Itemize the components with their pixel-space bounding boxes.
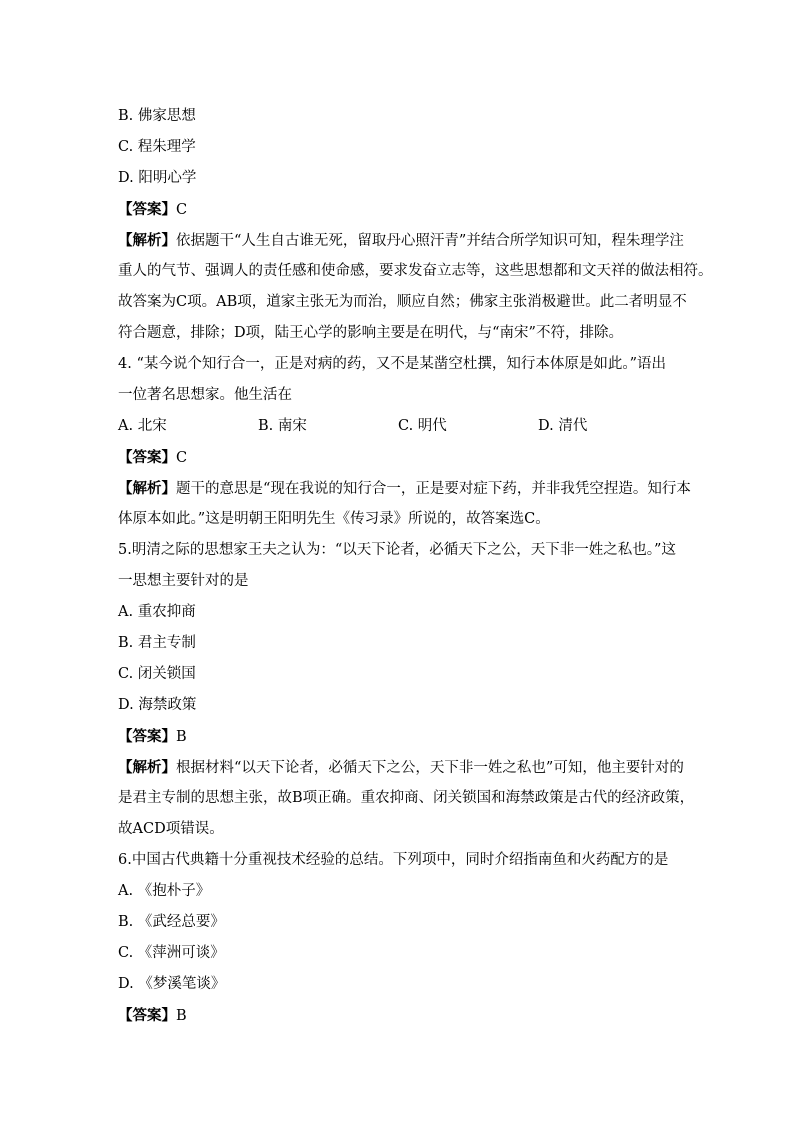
answer-value: B bbox=[176, 729, 187, 745]
q5-option-d: D. 海禁政策 bbox=[118, 697, 197, 713]
analysis-line: 故答案为C项。AB项，道家主张无为而治，顺应自然；佛家主张消极避世。此二者明显不 bbox=[118, 294, 687, 310]
analysis-line: 重人的气节、强调人的责任感和使命感，要求发奋立志等，这些思想都和文天祥的做法相符。 bbox=[118, 263, 713, 279]
q6-options bbox=[118, 876, 678, 1000]
document-page bbox=[118, 101, 713, 1031]
stem-line: 一位著名思想家。他生活在 bbox=[118, 387, 292, 403]
answer-tag: 【答案】 bbox=[118, 201, 176, 218]
analysis-text: 题干的意思是“现在我说的知行合一，正是要对症下药，并非我凭空捏造。知行本 bbox=[176, 481, 691, 497]
q5-answer bbox=[118, 721, 678, 752]
stem-line: 6.中国古代典籍十分重视技术经验的总结。下列项中，同时介绍指南鱼和火药配方的是 bbox=[118, 852, 669, 868]
q4-option-d: D. 清代 bbox=[538, 418, 588, 434]
analysis-tag: 【解析】 bbox=[118, 232, 176, 249]
q6-option-a: A. 《抱朴子》 bbox=[118, 883, 211, 899]
answer-tag: 【答案】 bbox=[118, 449, 176, 466]
analysis-line: 是君主专制的思想主张，故B项正确。重农抑商、闭关锁国和海禁政策是古代的经济政策， bbox=[118, 790, 695, 806]
analysis-tag: 【解析】 bbox=[118, 759, 176, 776]
q4-option-c: C. 明代 bbox=[398, 418, 447, 434]
stem-line: 5.明清之际的思想家王夫之认为：“以天下论者，必循天下之公，天下非一姓之私也。”这 bbox=[118, 542, 676, 558]
analysis-line: 体原本如此。”这是明朝王阳明先生《传习录》所说的，故答案选C。 bbox=[118, 511, 550, 527]
analysis-text: 依据题干“人生自古谁无死，留取丹心照汗青”并结合所学知识可知，程朱理学注 bbox=[176, 233, 684, 249]
answer-value: C bbox=[176, 202, 188, 218]
answer-value: B bbox=[176, 1008, 187, 1024]
q5-stem bbox=[118, 535, 678, 597]
q5-options bbox=[118, 597, 678, 721]
analysis-line: 故ACD项错误。 bbox=[118, 821, 224, 837]
q3-option-b: B. 佛家思想 bbox=[118, 108, 196, 124]
q3-option-d: D. 阳明心学 bbox=[118, 170, 197, 186]
q5-option-c: C. 闭关锁国 bbox=[118, 666, 196, 682]
analysis-tag: 【解析】 bbox=[118, 480, 176, 497]
q3-analysis bbox=[118, 225, 713, 349]
analysis-line bbox=[118, 225, 684, 256]
answer-tag: 【答案】 bbox=[118, 1007, 176, 1024]
stem-line: 一思想主要针对的是 bbox=[118, 573, 249, 589]
answer-tag: 【答案】 bbox=[118, 728, 176, 745]
analysis-line bbox=[118, 752, 684, 783]
analysis-text: 根据材料“以天下论者，必循天下之公，天下非一姓之私也”可知，他主要针对的 bbox=[176, 760, 684, 776]
q4-stem bbox=[118, 349, 678, 411]
q5-analysis bbox=[118, 752, 695, 845]
q4-options bbox=[118, 411, 678, 442]
q4-answer bbox=[118, 442, 678, 473]
q4-option-a: A. 北宋 bbox=[118, 418, 167, 434]
q3-answer bbox=[118, 194, 678, 225]
analysis-line bbox=[118, 473, 691, 504]
q5-option-a: A. 重农抑商 bbox=[118, 604, 196, 620]
q6-option-c: C. 《萍洲可谈》 bbox=[118, 945, 225, 961]
q5-option-b: B. 君主专制 bbox=[118, 635, 196, 651]
q4-option-b: B. 南宋 bbox=[258, 418, 307, 434]
q6-option-d: D. 《梦溪笔谈》 bbox=[118, 976, 226, 992]
q3-option-c: C. 程朱理学 bbox=[118, 139, 196, 155]
q6-stem bbox=[118, 845, 678, 876]
q4-analysis bbox=[118, 473, 691, 535]
q6-answer bbox=[118, 1000, 678, 1031]
q6-option-b: B. 《武经总要》 bbox=[118, 914, 225, 930]
stem-line: 4. “某今说个知行合一，正是对病的药，又不是某凿空杜撰，知行本体原是如此。”语出 bbox=[118, 356, 667, 372]
analysis-line: 符合题意，排除；D项，陆王心学的影响主要是在明代，与“南宋”不符，排除。 bbox=[118, 325, 623, 341]
q3-options bbox=[118, 101, 678, 194]
answer-value: C bbox=[176, 450, 188, 466]
